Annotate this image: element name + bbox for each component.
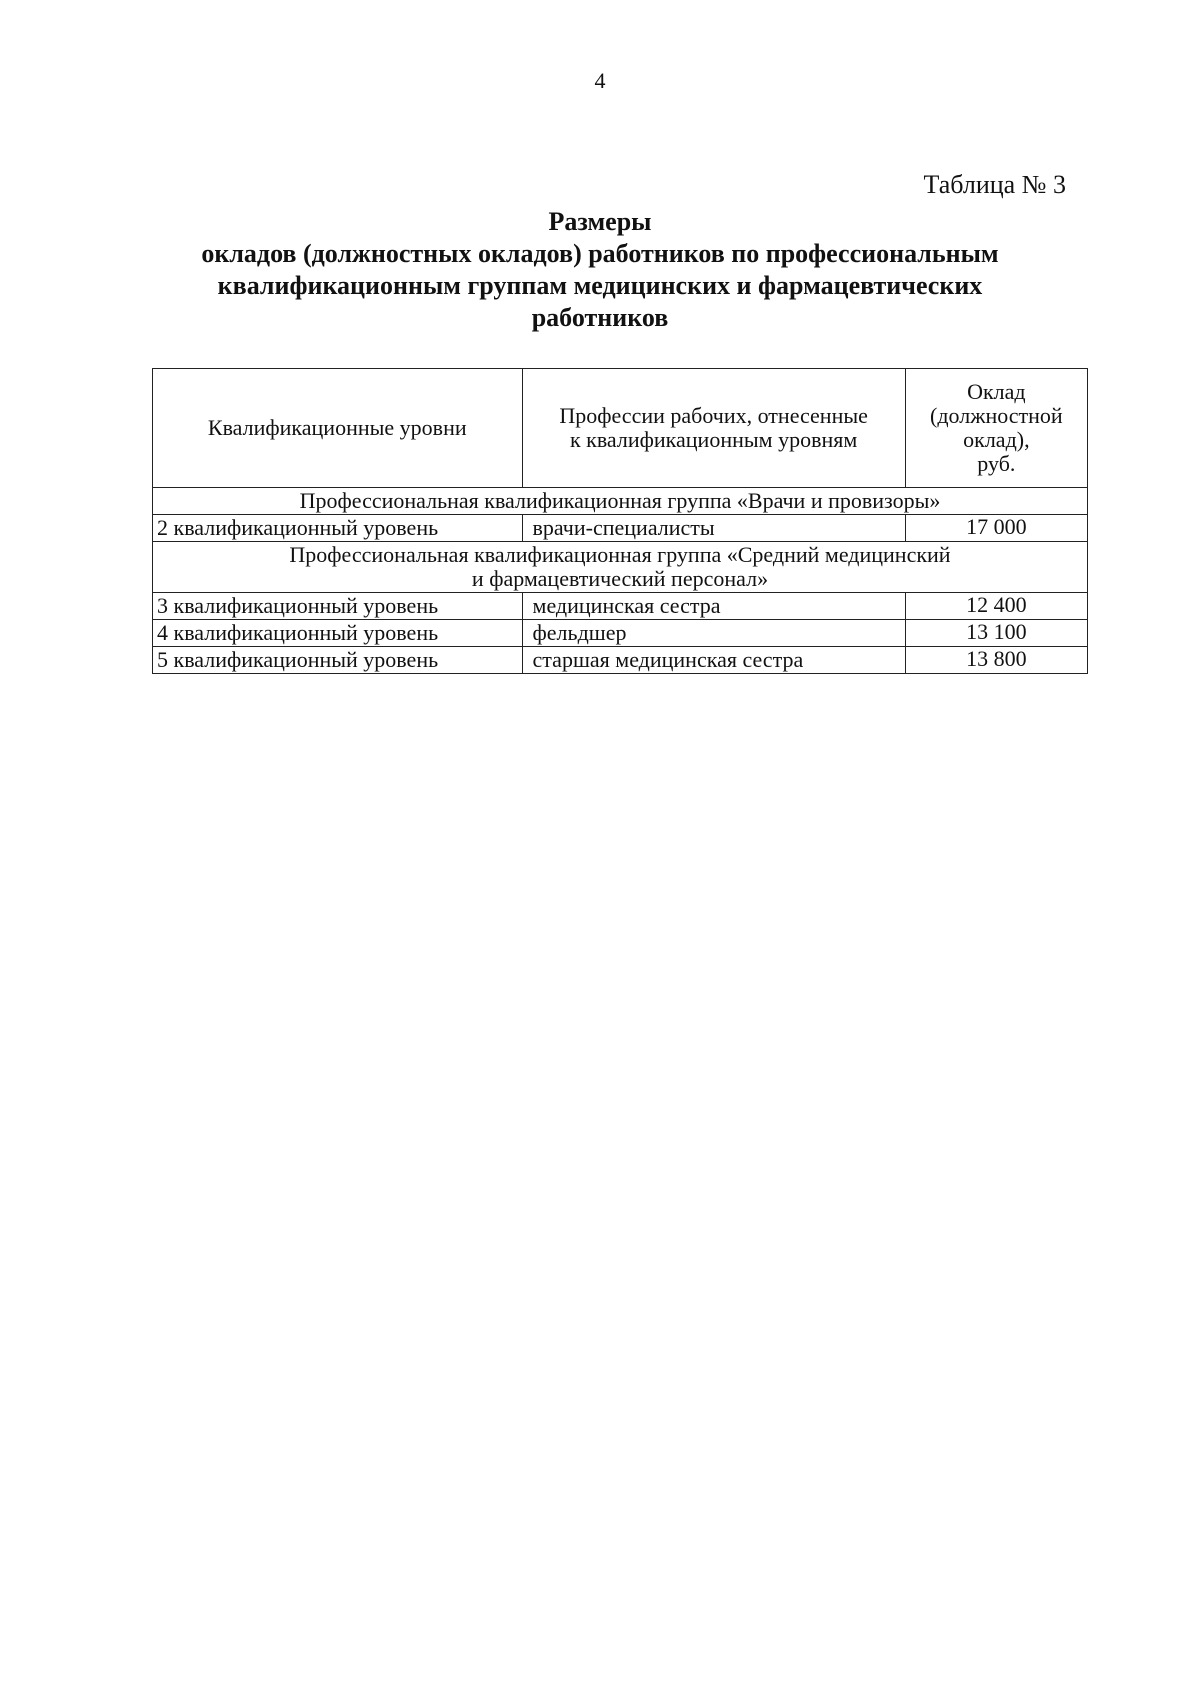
table-header-row <box>153 369 1088 488</box>
header-professions-line: к квалификационным уровням <box>569 427 858 452</box>
salary-value: 12 400 <box>905 593 1087 620</box>
header-salary-line: Оклад <box>967 379 1026 404</box>
group-row <box>153 542 1088 593</box>
profession: медицинская сестра <box>522 593 905 620</box>
title-line: работников <box>531 303 669 332</box>
header-salary-line: оклад), <box>963 427 1030 452</box>
qualification-level: 5 квалификационный уровень <box>153 647 523 674</box>
header-levels: Квалификационные уровни <box>153 369 523 488</box>
profession: фельдшер <box>522 620 905 647</box>
header-salary-line: руб. <box>977 451 1016 476</box>
group-title-line: Профессиональная квалификационная группа «Средний медицинский <box>289 542 951 567</box>
group-title-line: и фармацевтический персонал» <box>471 566 769 591</box>
group-title: Профессиональная квалификационная группа «Врачи и провизоры» <box>153 488 1088 515</box>
table-row <box>153 647 1088 674</box>
group-title <box>153 542 1088 593</box>
salary-value: 13 800 <box>905 647 1087 674</box>
title-line: окладов (должностных окладов) работников по профессиональным <box>201 239 999 268</box>
title-line: квалификационным группам медицинских и фармацевтических <box>217 271 983 300</box>
profession: старшая медицинская сестра <box>522 647 905 674</box>
salary-value: 13 100 <box>905 620 1087 647</box>
table-row <box>153 620 1088 647</box>
title-line: Размеры <box>548 207 652 236</box>
qualification-level: 4 квалификационный уровень <box>153 620 523 647</box>
salary-value: 17 000 <box>905 515 1087 542</box>
header-salary-line: (должностной <box>930 403 1063 428</box>
header-salary <box>905 369 1087 488</box>
document-title <box>100 206 1100 334</box>
profession: врачи-специалисты <box>522 515 905 542</box>
qualification-level: 3 квалификационный уровень <box>153 593 523 620</box>
qualification-level: 2 квалификационный уровень <box>153 515 523 542</box>
group-row <box>153 488 1088 515</box>
page-number: 4 <box>594 68 606 93</box>
table-label: Таблица № 3 <box>923 170 1066 199</box>
salary-table <box>152 368 1088 674</box>
table-row <box>153 515 1088 542</box>
table-row <box>153 593 1088 620</box>
header-professions-line: Профессии рабочих, отнесенные <box>559 403 868 428</box>
header-professions <box>522 369 905 488</box>
